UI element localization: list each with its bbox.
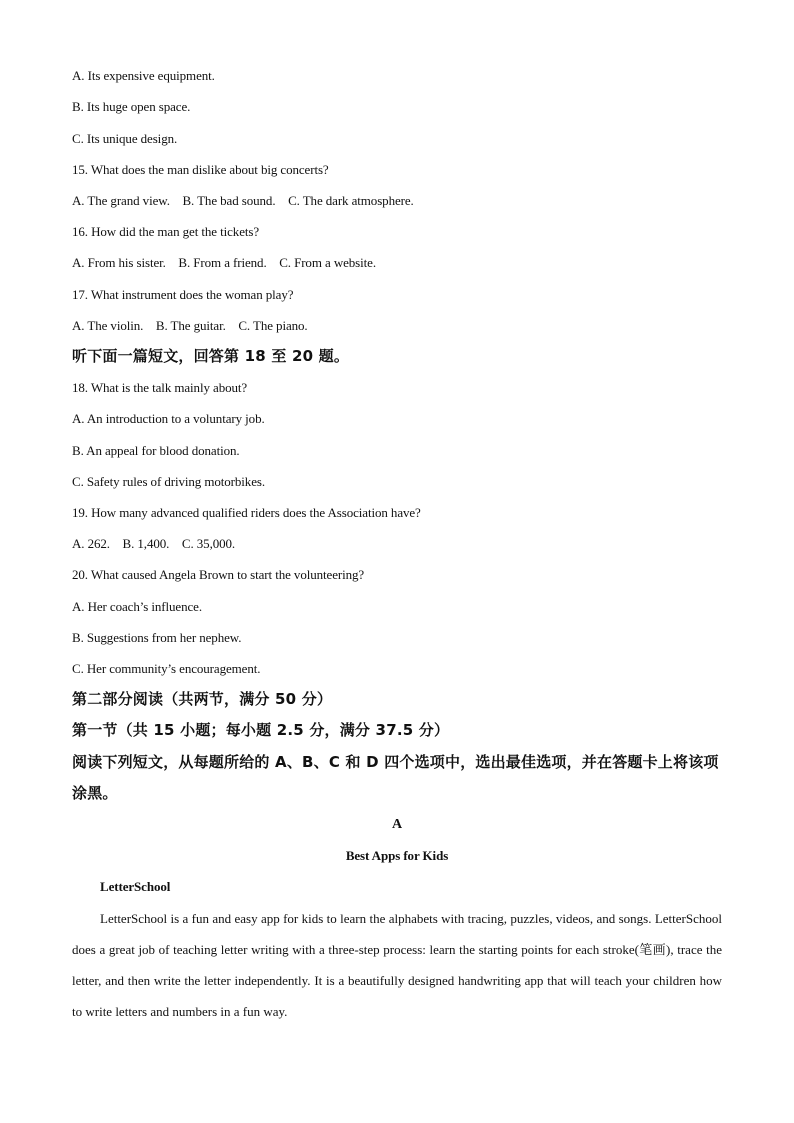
question-18-option-c: C. Safety rules of driving motorbikes. [72,474,265,489]
question-20: 20. What caused Angela Brown to start the volunteering? [72,567,365,582]
section-1-title: 第一节（共 15 小题；每小题 2.5 分，满分 37.5 分） [72,721,450,739]
question-20-option-c: C. Her community’s encouragement. [72,661,261,676]
question-15: 15. What does the man dislike about big concerts? [72,162,329,177]
reading-instruction: 阅读下列短文，从每题所给的 A、B、C 和 D 四个选项中，选出最佳选项，并在答题卡上将该项涂黑。 [72,753,719,802]
question-18-option-a: A. An introduction to a voluntary job. [72,411,265,426]
app-description-paragraph: LetterSchool is a fun and easy app for kids to learn the alphabets with tracing, puzzles, videos, and songs. LetterSchool does a great job of teaching letter writing with a three-step process: learn the starting points for each stroke(笔画), trace the letter, and then write the letter independently. It is a beautifully designed handwriting app that will teach your children how to write letters and numbers in a fun way. [72,911,722,1019]
question-20-option-b: B. Suggestions from her nephew. [72,630,242,645]
app-name-heading: LetterSchool [100,879,171,894]
question-17: 17. What instrument does the woman play? [72,287,294,302]
question-20-option-a: A. Her coach’s influence. [72,599,202,614]
listening-section-instruction: 听下面一篇短文，回答第 18 至 20 题。 [72,347,350,365]
passage-title: Best Apps for Kids [345,848,449,863]
question-18-option-b: B. An appeal for blood donation. [72,443,240,458]
question-16-options: A. From his sister. B. From a friend. C. From a website. [72,255,376,270]
question-19: 19. How many advanced qualified riders does the Association have? [72,505,421,520]
question-15-options: A. The grand view. B. The bad sound. C. The dark atmosphere. [72,193,414,208]
q14-option-b: B. Its huge open space. [72,99,191,114]
question-17-options: A. The violin. B. The guitar. C. The piano. [72,318,308,333]
q14-option-a: A. Its expensive equipment. [72,68,215,83]
passage-label: A [391,817,402,832]
q14-option-c: C. Its unique design. [72,131,178,146]
question-18: 18. What is the talk mainly about? [72,380,248,395]
question-16: 16. How did the man get the tickets? [72,224,260,239]
part-2-title: 第二部分阅读（共两节，满分 50 分） [72,690,333,708]
question-19-options: A. 262. B. 1,400. C. 35,000. [72,536,236,551]
